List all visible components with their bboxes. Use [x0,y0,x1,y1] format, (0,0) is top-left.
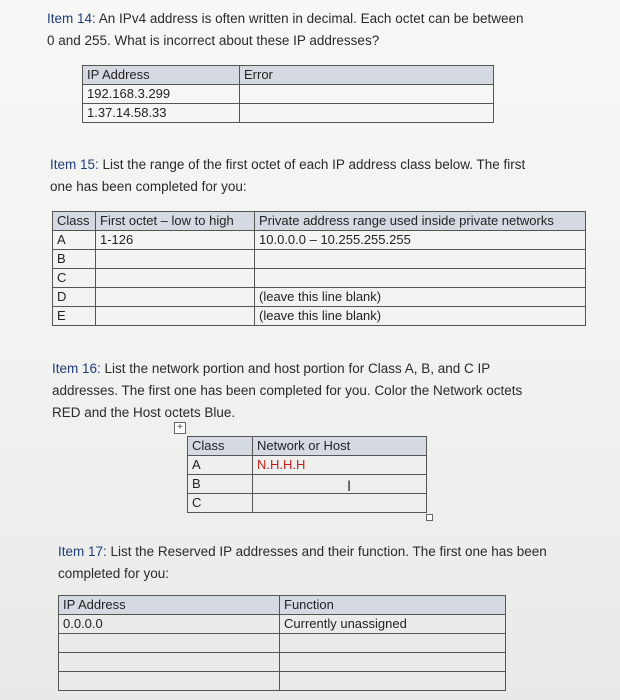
item-16-table [187,436,427,513]
table-row [59,653,506,672]
table-row [59,634,506,653]
header-class: Class [188,437,253,456]
item-14-text [47,8,524,52]
item-17-label: Item 17: [58,544,107,559]
i-beam-cursor-icon: I [347,479,352,495]
plus-in-box-icon[interactable]: + [174,422,186,434]
table-cell[interactable]: 192.168.3.299 [83,85,240,104]
table-cell[interactable]: (leave this line blank) [255,307,586,326]
table-cell[interactable]: A [53,231,96,250]
table-cell[interactable]: 1.37.14.58.33 [83,104,240,123]
table-cell[interactable] [280,672,506,691]
table-cell[interactable]: D [53,288,96,307]
item-17-line-1: List the Reserved IP addresses and their function. The first one has been [110,544,547,559]
item-16-line-3: RED and the Host octets Blue. [52,405,236,420]
item-15-line-2: one has been completed for you: [50,179,247,194]
item-14-line-1: An IPv4 address is often written in decimal. Each octet can be between [98,11,524,26]
item-14-table [82,65,494,123]
table-cell[interactable] [96,250,255,269]
table-cell[interactable] [280,653,506,672]
table-cell[interactable] [240,85,494,104]
table-cell[interactable] [96,288,255,307]
table-row [53,288,586,307]
header-first-octet: First octet – low to high [96,212,255,231]
item-14-line-2: 0 and 255. What is incorrect about these IP addresses? [47,33,380,48]
table-cell[interactable] [253,475,427,494]
table-row [188,456,427,475]
network-host-value[interactable]: N.H.H.H [253,456,427,475]
table-cell[interactable]: E [53,307,96,326]
header-ip-address: IP Address [83,66,240,85]
header-ip-address: IP Address [59,596,280,615]
table-cell[interactable]: A [188,456,253,475]
table-row [53,307,586,326]
table-cell[interactable] [59,634,280,653]
header-class: Class [53,212,96,231]
header-function: Function [280,596,506,615]
table-cell[interactable]: B [53,250,96,269]
table-row [53,250,586,269]
resize-handle[interactable] [426,514,433,521]
item-14-label: Item 14: [47,11,96,26]
item-16-label: Item 16: [52,361,101,376]
table-cell[interactable] [240,104,494,123]
table-row [188,475,427,494]
table-cell[interactable] [255,250,586,269]
table-cell[interactable] [96,307,255,326]
item-15-table [52,211,586,326]
table-row [59,672,506,691]
item-17-line-2: completed for you: [58,566,170,581]
table-header-row [53,212,586,231]
table-row [53,269,586,288]
table-row [53,231,586,250]
table-cell[interactable] [59,672,280,691]
item-17-table [58,595,506,691]
table-row [83,85,494,104]
table-cell[interactable] [253,494,427,513]
table-cell[interactable] [96,269,255,288]
table-cell[interactable] [59,653,280,672]
item-15-label: Item 15: [50,157,99,172]
item-16-line-2: addresses. The first one has been completed for you. Color the Network octets [52,383,523,398]
item-16-line-1: List the network portion and host portion for Class A, B, and C IP [104,361,491,376]
table-row [59,615,506,634]
table-cell[interactable]: C [188,494,253,513]
table-row [83,104,494,123]
header-private-range: Private address range used inside private networks [255,212,586,231]
table-header-row [59,596,506,615]
table-cell[interactable] [280,634,506,653]
table-cell[interactable] [255,269,586,288]
table-cell[interactable]: C [53,269,96,288]
header-network-or-host: Network or Host [253,437,427,456]
item-15-line-1: List the range of the first octet of each IP address class below. The first [102,157,526,172]
table-cell[interactable]: Currently unassigned [280,615,506,634]
table-cell[interactable]: B [188,475,253,494]
item-15-text [50,154,525,198]
item-16-text [52,358,522,424]
table-cell[interactable]: 1-126 [96,231,255,250]
table-row [188,494,427,513]
table-header-row [188,437,427,456]
header-error: Error [240,66,494,85]
table-cell[interactable]: 0.0.0.0 [59,615,280,634]
table-header-row [83,66,494,85]
table-cell[interactable]: 10.0.0.0 – 10.255.255.255 [255,231,586,250]
table-cell[interactable]: (leave this line blank) [255,288,586,307]
item-17-text [58,541,547,585]
